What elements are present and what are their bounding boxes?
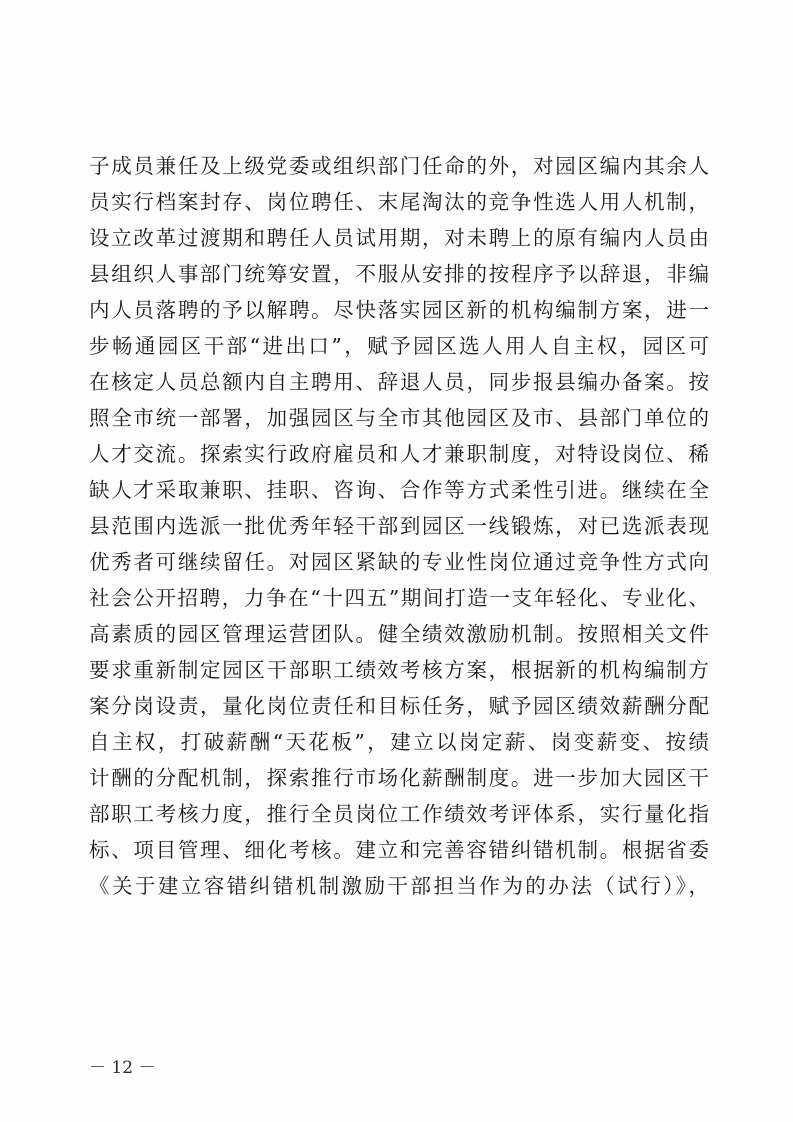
page-number: － 12 － — [89, 1058, 156, 1078]
text-line: 《关于建立容错纠错机制激励干部担当作为的办法（试行）》， — [89, 874, 709, 898]
text-line: 子成员兼任及上级党委或组织部门任命的外，对园区编内其余人 — [89, 154, 709, 178]
text-line: 步畅通园区干部“进出口”，赋予园区选人用人自主权，园区可 — [89, 334, 709, 358]
text-line: 部职工考核力度，推行全员岗位工作绩效考评体系，实行量化指 — [89, 802, 709, 826]
text-line: 自主权，打破薪酬“天花板”，建立以岗定薪、岗变薪变、按绩 — [89, 730, 709, 754]
text-line: 在核定人员总额内自主聘用、辞退人员，同步报县编办备案。按 — [89, 370, 709, 394]
text-line: 标、项目管理、细化考核。建立和完善容错纠错机制。根据省委 — [89, 838, 709, 862]
text-line: 员实行档案封存、岗位聘任、末尾淘汰的竞争性选人用人机制， — [89, 190, 709, 214]
text-line: 设立改革过渡期和聘任人员试用期，对未聘上的原有编内人员由 — [89, 226, 709, 250]
text-line: 人才交流。探索实行政府雇员和人才兼职制度，对特设岗位、稀 — [89, 442, 709, 466]
text-line: 案分岗设责，量化岗位责任和目标任务，赋予园区绩效薪酬分配 — [89, 694, 709, 718]
text-line: 县组织人事部门统筹安置，不服从安排的按程序予以辞退，非编 — [89, 262, 709, 286]
text-line: 内人员落聘的予以解聘。尽快落实园区新的机构编制方案，进一 — [89, 298, 709, 322]
text-line: 计酬的分配机制，探索推行市场化薪酬制度。进一步加大园区干 — [89, 766, 709, 790]
text-line: 县范围内选派一批优秀年轻干部到园区一线锻炼，对已选派表现 — [89, 514, 709, 538]
text-line: 高素质的园区管理运营团队。健全绩效激励机制。按照相关文件 — [89, 622, 709, 646]
text-line: 社会公开招聘，力争在“十四五”期间打造一支年轻化、专业化、 — [89, 586, 709, 610]
text-line: 优秀者可继续留任。对园区紧缺的专业性岗位通过竞争性方式向 — [89, 550, 709, 574]
text-line: 缺人才采取兼职、挂职、咨询、合作等方式柔性引进。继续在全 — [89, 478, 709, 502]
body-paragraph — [89, 148, 709, 904]
text-line: 照全市统一部署，加强园区与全市其他园区及市、县部门单位的 — [89, 406, 709, 430]
text-line: 要求重新制定园区干部职工绩效考核方案，根据新的机构编制方 — [89, 658, 709, 682]
